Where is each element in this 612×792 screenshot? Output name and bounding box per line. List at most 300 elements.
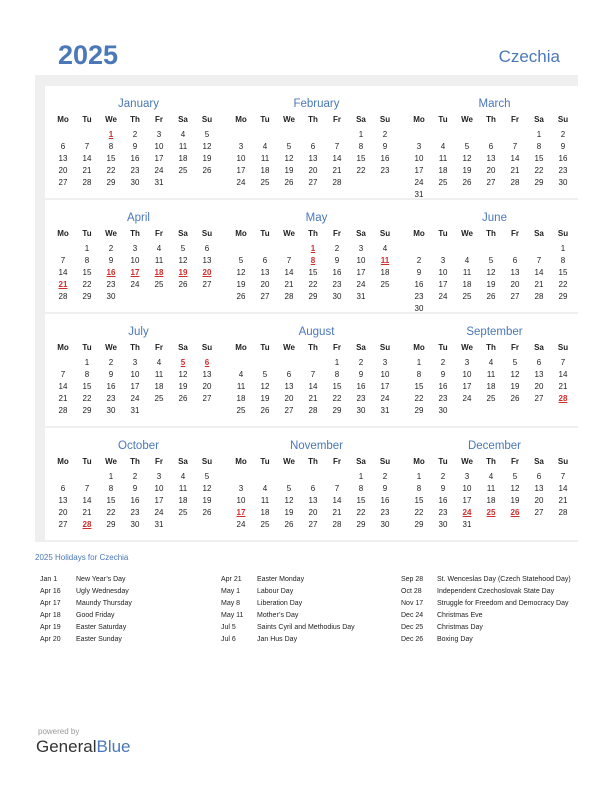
day-cell: 10 [130,370,140,379]
day-cell: 9 [108,256,114,265]
day-cell: 12 [284,154,294,163]
day-cell: 28 [284,292,294,301]
day-cell: 5 [180,244,186,253]
day-cell: 15 [106,496,116,505]
day-cell: 15 [356,496,366,505]
month-name: December [467,440,522,452]
day-cell: 24 [356,280,366,289]
month-december [401,428,588,540]
day-cell: 19 [486,280,496,289]
day-cell: 10 [462,370,472,379]
weekday-header: Su [557,229,569,238]
weekday-header: Th [130,457,140,466]
day-cell: 23 [438,394,448,403]
holiday-day-cell: 1 [108,130,114,139]
brand-logo[interactable] [36,737,131,757]
day-cell: 17 [438,280,448,289]
day-cell: 8 [416,370,422,379]
day-cell: 8 [108,142,114,151]
month-name: August [298,326,335,338]
holiday-name: Christmas Eve [437,612,483,619]
day-cell: 21 [558,496,568,505]
month-june [401,200,588,312]
day-cell: 12 [202,142,212,151]
day-cell: 29 [82,406,92,415]
brand-general: General [36,737,97,756]
day-cell: 4 [440,142,446,151]
day-cell: 15 [308,268,318,277]
holiday-name: Labour Day [257,588,294,595]
day-cell: 29 [106,520,116,529]
day-cell: 27 [58,520,68,529]
weekday-header: Mo [235,457,247,466]
day-cell: 9 [358,370,364,379]
day-cell: 8 [560,256,566,265]
weekday-header: Sa [356,229,366,238]
day-cell: 26 [260,406,270,415]
day-cell: 13 [534,484,544,493]
holiday-entry [221,586,396,598]
month-name: June [482,212,507,224]
holiday-name: Liberation Day [257,600,303,607]
day-cell: 10 [130,256,140,265]
day-cell: 19 [284,508,294,517]
day-cell: 16 [414,280,424,289]
day-cell: 23 [438,508,448,517]
weekday-header: We [105,229,117,238]
day-cell: 27 [284,406,294,415]
holiday-name: New Year’s Day [76,576,126,583]
holiday-date: Nov 17 [401,600,424,607]
day-cell: 19 [510,382,520,391]
day-cell: 16 [380,154,390,163]
holiday-date: Jul 5 [221,624,236,631]
day-cell: 4 [156,244,162,253]
day-cell: 18 [178,496,188,505]
day-cell: 27 [308,520,318,529]
day-cell: 7 [310,370,316,379]
holiday-entry [221,634,396,646]
day-cell: 9 [382,142,388,151]
day-cell: 10 [154,484,164,493]
weekday-header: Su [201,457,213,466]
day-cell: 14 [332,154,342,163]
day-cell: 30 [356,406,366,415]
day-cell: 27 [534,394,544,403]
day-cell: 23 [130,508,140,517]
day-cell: 24 [154,508,164,517]
day-cell: 8 [108,484,114,493]
weekday-header: We [105,343,117,352]
holiday-entry [40,586,215,598]
day-cell: 11 [178,142,188,151]
day-cell: 6 [286,370,292,379]
day-cell: 21 [332,166,342,175]
day-cell: 18 [380,268,390,277]
day-cell: 16 [438,382,448,391]
month-name: October [118,440,159,452]
calendar-grid [35,75,578,542]
holiday-date: May 11 [221,612,244,619]
weekday-header: Sa [356,343,366,352]
weekday-header: Th [308,115,318,124]
day-cell: 28 [332,178,342,187]
day-cell: 7 [60,370,66,379]
day-cell: 13 [202,256,212,265]
day-cell: 20 [486,166,496,175]
weekday-header: Th [486,115,496,124]
day-cell: 21 [534,280,544,289]
holiday-entry [221,622,396,634]
day-cell: 18 [260,166,270,175]
holiday-day-cell: 8 [310,256,316,265]
day-cell: 9 [132,142,138,151]
holiday-entry [221,574,396,586]
day-cell: 25 [154,280,164,289]
day-cell: 11 [486,484,496,493]
weekday-header: Sa [178,457,188,466]
day-cell: 6 [512,256,518,265]
day-cell: 25 [178,166,188,175]
day-cell: 31 [356,292,366,301]
month-name: February [293,98,340,110]
weekday-header: Fr [511,229,519,238]
day-cell: 16 [130,154,140,163]
day-cell: 1 [416,472,422,481]
day-cell: 20 [308,166,318,175]
day-cell: 1 [84,244,90,253]
day-cell: 4 [488,358,494,367]
day-cell: 27 [58,178,68,187]
weekday-header: We [283,229,295,238]
day-cell: 20 [58,166,68,175]
holiday-date: Apr 19 [40,624,61,631]
weekday-header: Su [557,115,569,124]
day-cell: 31 [462,520,472,529]
weekday-header: Su [557,457,569,466]
weekday-header: Fr [155,457,163,466]
weekday-header: Sa [534,457,544,466]
day-cell: 23 [414,292,424,301]
day-cell: 31 [380,406,390,415]
day-cell: 4 [262,142,268,151]
day-cell: 15 [82,382,92,391]
day-cell: 7 [84,142,90,151]
day-cell: 22 [414,508,424,517]
holiday-column-2 [221,574,396,646]
weekday-header: We [283,457,295,466]
day-cell: 28 [534,292,544,301]
day-cell: 15 [414,496,424,505]
weekday-header: Tu [438,457,448,466]
day-cell: 21 [510,166,520,175]
day-cell: 9 [560,142,566,151]
weekday-header: Mo [235,343,247,352]
weekday-header: We [461,457,473,466]
day-cell: 27 [308,178,318,187]
holiday-entry [401,622,576,634]
day-cell: 8 [416,484,422,493]
weekday-header: Mo [413,457,425,466]
day-cell: 11 [236,382,246,391]
day-cell: 9 [132,484,138,493]
weekday-header: Su [557,343,569,352]
weekday-header: Fr [511,343,519,352]
day-cell: 9 [416,268,422,277]
day-cell: 5 [488,256,494,265]
holiday-day-cell: 11 [380,256,390,265]
holiday-name: Boxing Day [437,636,473,643]
holiday-name: Christmas Day [437,624,483,631]
day-cell: 28 [82,178,92,187]
day-cell: 24 [380,394,390,403]
day-cell: 22 [356,166,366,175]
day-cell: 1 [84,358,90,367]
day-cell: 24 [236,178,246,187]
day-cell: 5 [204,130,210,139]
holiday-date: May 1 [221,588,241,595]
holiday-column-1 [40,574,215,646]
holiday-day-cell: 21 [58,280,68,289]
day-cell: 22 [106,166,116,175]
day-cell: 20 [260,280,270,289]
holiday-name: Easter Saturday [76,624,127,631]
day-cell: 16 [130,496,140,505]
day-cell: 4 [488,472,494,481]
day-cell: 8 [358,484,364,493]
day-cell: 14 [58,268,68,277]
day-cell: 12 [202,484,212,493]
day-cell: 2 [108,244,114,253]
day-cell: 17 [380,382,390,391]
day-cell: 15 [414,382,424,391]
day-cell: 8 [536,142,542,151]
day-cell: 1 [358,472,364,481]
day-cell: 21 [82,166,92,175]
day-cell: 25 [260,178,270,187]
day-cell: 13 [534,370,544,379]
day-cell: 29 [82,292,92,301]
day-cell: 20 [534,496,544,505]
country-name: Czechia [498,47,560,66]
day-cell: 10 [380,370,390,379]
day-cell: 26 [284,178,294,187]
month-july [45,314,232,426]
day-cell: 24 [438,292,448,301]
month-april [45,200,232,312]
holiday-date: Dec 25 [401,624,424,631]
day-cell: 31 [414,190,424,199]
weekday-header: Sa [534,115,544,124]
day-cell: 8 [84,256,90,265]
day-cell: 21 [558,382,568,391]
day-cell: 22 [332,394,342,403]
day-cell: 19 [236,280,246,289]
month-name: January [118,98,159,110]
day-cell: 4 [262,484,268,493]
day-cell: 13 [260,268,270,277]
day-cell: 7 [512,142,518,151]
weekday-header: Tu [82,343,92,352]
day-cell: 15 [106,154,116,163]
day-cell: 17 [236,166,246,175]
day-cell: 22 [414,394,424,403]
day-cell: 24 [414,178,424,187]
day-cell: 18 [486,496,496,505]
day-cell: 11 [154,256,164,265]
holiday-date: Apr 20 [40,636,61,643]
day-cell: 2 [358,358,364,367]
month-name: July [128,326,149,338]
weekday-header: Su [201,343,213,352]
day-cell: 30 [106,406,116,415]
day-cell: 29 [356,520,366,529]
weekday-header: Tu [260,343,270,352]
month-february [223,86,410,198]
weekday-header: We [105,457,117,466]
month-august [223,314,410,426]
day-cell: 26 [462,178,472,187]
day-cell: 28 [308,406,318,415]
day-cell: 2 [132,130,138,139]
day-cell: 23 [558,166,568,175]
day-cell: 14 [284,268,294,277]
day-cell: 5 [512,472,518,481]
day-cell: 26 [510,394,520,403]
calendar-year: 2025 [58,40,119,70]
weekday-header: Fr [333,457,341,466]
day-cell: 19 [462,166,472,175]
weekday-header: Mo [57,457,69,466]
day-cell: 30 [414,304,424,313]
holiday-date: Dec 24 [401,612,424,619]
day-cell: 13 [202,370,212,379]
day-cell: 28 [58,292,68,301]
day-cell: 19 [202,496,212,505]
day-cell: 16 [438,496,448,505]
day-cell: 23 [130,166,140,175]
weekday-header: Mo [57,115,69,124]
day-cell: 10 [414,154,424,163]
day-cell: 2 [132,472,138,481]
weekday-header: Sa [178,115,188,124]
day-cell: 20 [534,382,544,391]
day-cell: 6 [536,358,542,367]
day-cell: 23 [356,394,366,403]
weekday-header: Sa [534,229,544,238]
day-cell: 14 [82,154,92,163]
day-cell: 8 [84,370,90,379]
day-cell: 12 [260,382,270,391]
day-cell: 30 [558,178,568,187]
day-cell: 26 [202,508,212,517]
day-cell: 21 [82,508,92,517]
day-cell: 30 [130,520,140,529]
day-cell: 2 [382,472,388,481]
day-cell: 20 [202,382,212,391]
holiday-day-cell: 20 [202,268,212,277]
month-may [223,200,410,312]
weekday-header: Mo [235,229,247,238]
day-cell: 29 [106,178,116,187]
day-cell: 23 [332,280,342,289]
holiday-column-3 [401,574,576,646]
day-cell: 13 [58,154,68,163]
weekday-header: Th [130,343,140,352]
day-cell: 30 [130,178,140,187]
day-cell: 10 [236,154,246,163]
weekday-header: Sa [534,343,544,352]
day-cell: 26 [486,292,496,301]
day-cell: 28 [510,178,520,187]
holiday-day-cell: 6 [204,358,210,367]
day-cell: 14 [558,370,568,379]
holiday-entry [401,574,576,586]
month-january [45,86,232,198]
day-cell: 13 [284,382,294,391]
day-cell: 22 [308,280,318,289]
weekday-header: Mo [413,343,425,352]
day-cell: 30 [106,292,116,301]
day-cell: 3 [132,244,138,253]
day-cell: 4 [156,358,162,367]
day-cell: 5 [238,256,244,265]
day-cell: 5 [286,142,292,151]
day-cell: 22 [82,394,92,403]
day-cell: 29 [558,292,568,301]
day-cell: 31 [154,178,164,187]
holiday-entry [401,610,576,622]
day-cell: 27 [202,394,212,403]
day-cell: 2 [560,130,566,139]
holidays-title: 2025 Holidays for Czechia [35,553,129,562]
weekday-header: Su [379,115,391,124]
day-cell: 25 [260,520,270,529]
weekday-header: Sa [178,343,188,352]
holiday-name: Independent Czechoslovak State Day [437,588,555,595]
holiday-date: Jan 1 [40,576,58,583]
day-cell: 20 [58,508,68,517]
holiday-day-cell: 1 [310,244,316,253]
day-cell: 2 [416,256,422,265]
day-cell: 31 [130,406,140,415]
holiday-name: Mother’s Day [257,612,299,619]
day-cell: 13 [486,154,496,163]
weekday-header: Fr [333,115,341,124]
day-cell: 24 [462,394,472,403]
weekday-header: We [461,115,473,124]
holiday-date: Apr 21 [221,576,242,583]
holiday-date: Apr 16 [40,588,61,595]
weekday-header: Sa [356,115,366,124]
day-cell: 5 [286,484,292,493]
day-cell: 26 [202,166,212,175]
day-cell: 3 [464,472,470,481]
day-cell: 25 [154,394,164,403]
day-cell: 15 [534,154,544,163]
day-cell: 18 [486,382,496,391]
day-cell: 27 [510,292,520,301]
day-cell: 29 [534,178,544,187]
weekday-header: Tu [438,343,448,352]
holiday-date: Sep 28 [401,576,424,583]
day-cell: 3 [238,484,244,493]
holiday-entry [40,622,215,634]
day-cell: 3 [132,358,138,367]
weekday-header: Tu [260,457,270,466]
day-cell: 22 [82,280,92,289]
holiday-day-cell: 26 [510,508,520,517]
